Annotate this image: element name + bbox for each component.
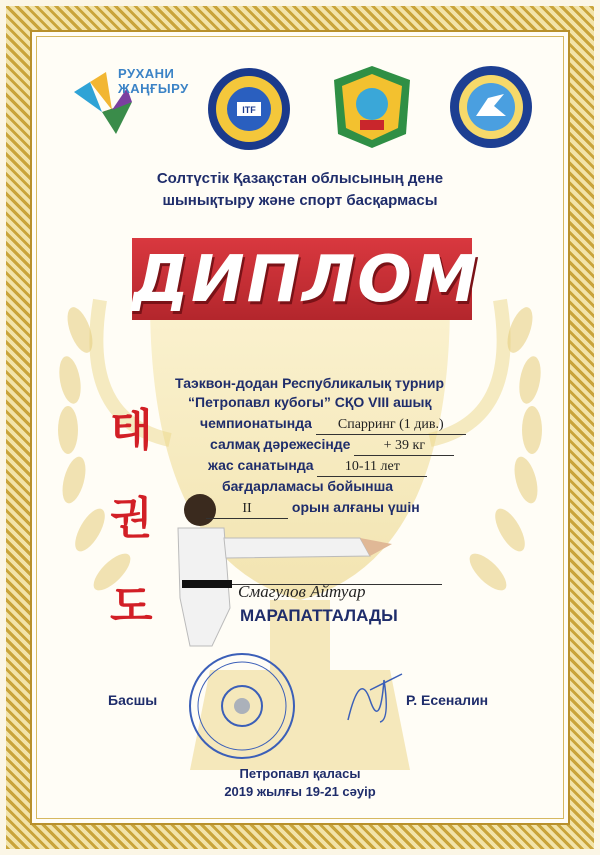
signature-scribble: [340, 660, 410, 730]
place-value: II: [206, 500, 288, 519]
diploma-title: ДИПЛОМ: [132, 243, 480, 317]
weight-row: [210, 435, 454, 456]
age-label: жас санатында: [208, 457, 314, 473]
date-line: 2019 жылғы 19-21 сәуір: [224, 784, 376, 799]
federation-taekwondo-sko-emblem: [448, 64, 534, 150]
head-label: Басшы: [108, 692, 158, 708]
weight-value: + 39 кг: [354, 437, 454, 456]
organization-line-2: шынықтыру және спорт басқармасы: [162, 192, 438, 209]
city-line: Петропавл қаласы: [239, 766, 361, 781]
korean-char-1: 태: [110, 405, 153, 456]
tournament-line-2: “Петропавл кубогы” СҚО VIII ашық: [188, 394, 432, 410]
organization-line-1: Солтүстік Қазақстан облысының дене: [156, 170, 444, 187]
korean-char-3: 도: [110, 581, 153, 632]
age-row: [208, 456, 427, 477]
age-value: 10-11 лет: [317, 458, 427, 477]
weight-label: салмақ дәрежесінде: [210, 436, 351, 452]
korean-char-2: 권: [110, 493, 153, 544]
discipline-value: Спарринг (1 див.): [316, 416, 466, 435]
official-stamp: [180, 650, 310, 762]
championship-row: [200, 414, 466, 435]
recipient-name: Смагулов Айтуар: [238, 582, 366, 601]
program-line: бағдарламасы бойынша: [222, 478, 394, 494]
rukhani-zhangyru-logo: [72, 62, 192, 142]
head-name: Р. Есеналин: [406, 692, 489, 708]
place-row: [206, 498, 420, 519]
tournament-line-1: Таэквон-додан Республикалық турнир: [175, 375, 445, 391]
award-text: МАРАПАТТАЛАДЫ: [240, 606, 398, 625]
championship-label: чемпионатында: [200, 415, 312, 431]
rukhani-logo-text: РУХАНИ ЖАҢҒЫРУ: [118, 66, 189, 96]
diploma-banner: [132, 238, 480, 320]
svg-text:ITF: ITF: [242, 105, 256, 115]
place-label: орын алғаны үшін: [291, 499, 420, 515]
itf-taekwondo-emblem: [206, 66, 292, 152]
kazakhstan-sko-emblem: [330, 64, 414, 150]
